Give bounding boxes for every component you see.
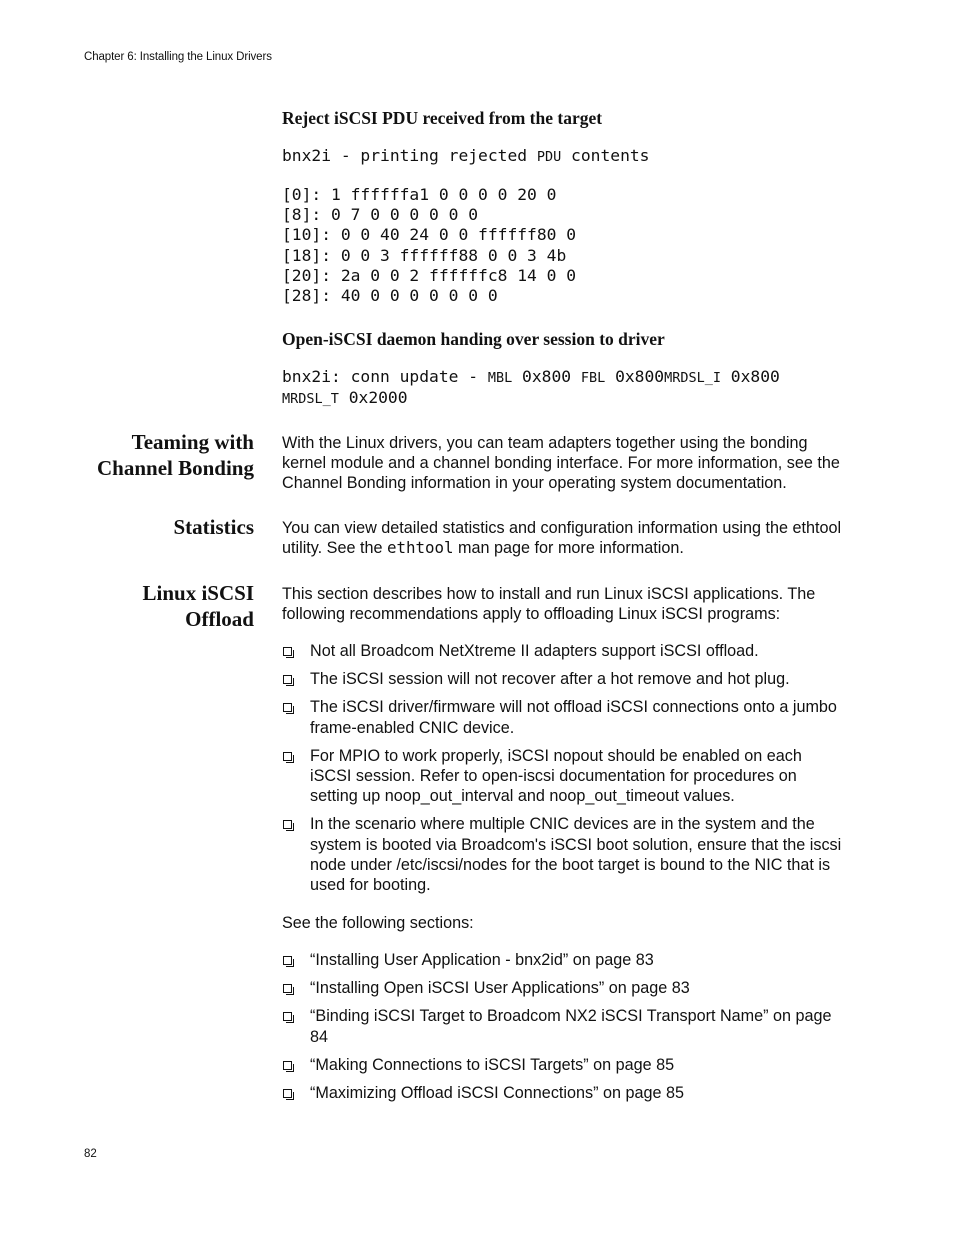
section-link[interactable]: “Binding iSCSI Target to Broadcom NX2 iSCSI Transport Name” on page 84 [310,1007,832,1046]
code-text: 0x2000 [338,388,408,408]
dump-line: [8]: 0 7 0 0 0 0 0 0 [282,205,479,225]
checkbox-bullet-icon [283,984,292,993]
code-text: MRDSL_T [282,391,339,408]
statistics-paragraph [282,518,842,558]
list-item[interactable] [282,1055,842,1075]
checkbox-bullet-icon [283,1089,292,1098]
reject-pdu-code-header [282,146,842,167]
pdu-dump [282,185,842,306]
see-following-text: See the following sections: [282,914,474,932]
checkbox-bullet-icon [283,703,292,712]
intro-paragraph: This section describes how to install and run Linux iSCSI applications. The following recommendations apply to offloading Linux iSCSI programs: [282,585,816,624]
list-item-text: For MPIO to work properly, iSCSI nopout should be enabled on each iSCSI session. Refer to open-iscsi documentation for procedures on setting up noop_out_interval and noop_out_timeout values. [310,746,802,806]
page-number: 82 [84,1148,97,1160]
code-line [282,146,842,167]
code-text: PDU [536,149,562,165]
checkbox-bullet-icon [283,820,292,829]
iscsi-offload-title [60,580,254,632]
checkbox-bullet-icon [283,647,292,656]
list-item-text: The iSCSI driver/firmware will not offload iSCSI connections onto a jumbo frame-enabled CNIC device. [310,698,837,737]
recommendations-list [282,641,842,895]
code-text: bnx2i: conn update - [282,367,488,386]
code-text: MBL [487,370,513,386]
code-text: 0x800 [605,367,665,386]
dump-line: [28]: 40 0 0 0 0 0 0 0 [282,286,498,306]
checkbox-bullet-icon [283,1061,292,1070]
list-item[interactable] [282,1006,842,1046]
statistics-title: Statistics [173,515,254,539]
reject-pdu-heading: Reject iSCSI PDU received from the target [282,108,603,128]
dump-line: [0]: 1 ffffffa1 0 0 0 0 20 0 [282,185,557,204]
section-link[interactable]: “Maximizing Offload iSCSI Connections” on page 85 [310,1084,685,1103]
checkbox-bullet-icon [283,752,292,761]
code-text: 0x800 [512,367,581,386]
checkbox-bullet-icon [283,956,292,965]
list-item [282,746,842,807]
code-text: MRDSL_I [664,370,721,386]
reject-pdu-section [282,108,842,129]
code-text: 0x800 [721,367,780,386]
title-line: Teaming with [131,430,254,454]
checkbox-bullet-icon [283,1012,292,1021]
code-text: contents [561,146,650,165]
section-link[interactable]: “Installing User Application - bnx2id” on page 83 [310,951,654,969]
see-following [282,913,842,933]
section-link[interactable]: “Installing Open iSCSI User Applications” on page 83 [310,979,690,998]
code-text: FBL [580,370,606,386]
sections-list [282,950,842,1103]
para-text: You can view detailed statistics and configuration information using the ethtool utility. See the [282,519,842,558]
code-line [282,388,862,409]
statistics-body [282,518,842,558]
checkbox-bullet-icon [283,675,292,684]
daemon-handover-code [282,367,862,409]
title-line: Channel Bonding [97,456,254,480]
teaming-paragraph: With the Linux drivers, you can team adapters together using the bonding kernel module and a channel bonding interface. For more information, see the Channel Bonding information in your operating system documentation. [282,434,840,493]
dump-line: [10]: 0 0 40 24 0 0 ffffff80 0 [282,225,577,245]
list-item[interactable] [282,978,842,998]
list-item[interactable] [282,950,842,970]
teaming-body [282,433,842,494]
teaming-title [60,429,254,481]
list-item [282,641,842,661]
list-item-text: Not all Broadcom NetXtreme II adapters support iSCSI offload. [310,642,759,660]
code-text: bnx2i - printing rejected [282,146,537,165]
daemon-handover-heading: Open-iSCSI daemon handing over session to driver [282,329,665,349]
section-link[interactable]: “Making Connections to iSCSI Targets” on page 85 [310,1055,675,1074]
title-line: Linux iSCSI [142,581,254,605]
para-text: man page for more information. [453,539,684,558]
dump-line: [18]: 0 0 3 ffffff88 0 0 3 4b [282,245,567,265]
list-item-text: In the scenario where multiple CNIC devices are in the system and the system is booted via Broadcom's iSCSI boot solution, ensure that the iscsi node under /etc/iscsi/nodes for the boot target is bound to the NIC that is used for booting. [310,815,842,895]
ethtool-code: ethtool [386,538,454,558]
running-head: Chapter 6: Installing the Linux Drivers [84,51,272,63]
iscsi-offload-intro [282,584,842,624]
daemon-handover-section [282,329,842,350]
list-item[interactable] [282,1083,842,1103]
list-item [282,697,842,737]
title-line: Offload [185,607,254,631]
list-item [282,814,842,895]
list-item [282,669,842,689]
list-item-text: The iSCSI session will not recover after a hot remove and hot plug. [310,670,790,689]
code-line [282,367,862,388]
dump-line: [20]: 2a 0 0 2 ffffffc8 14 0 0 [282,265,577,285]
